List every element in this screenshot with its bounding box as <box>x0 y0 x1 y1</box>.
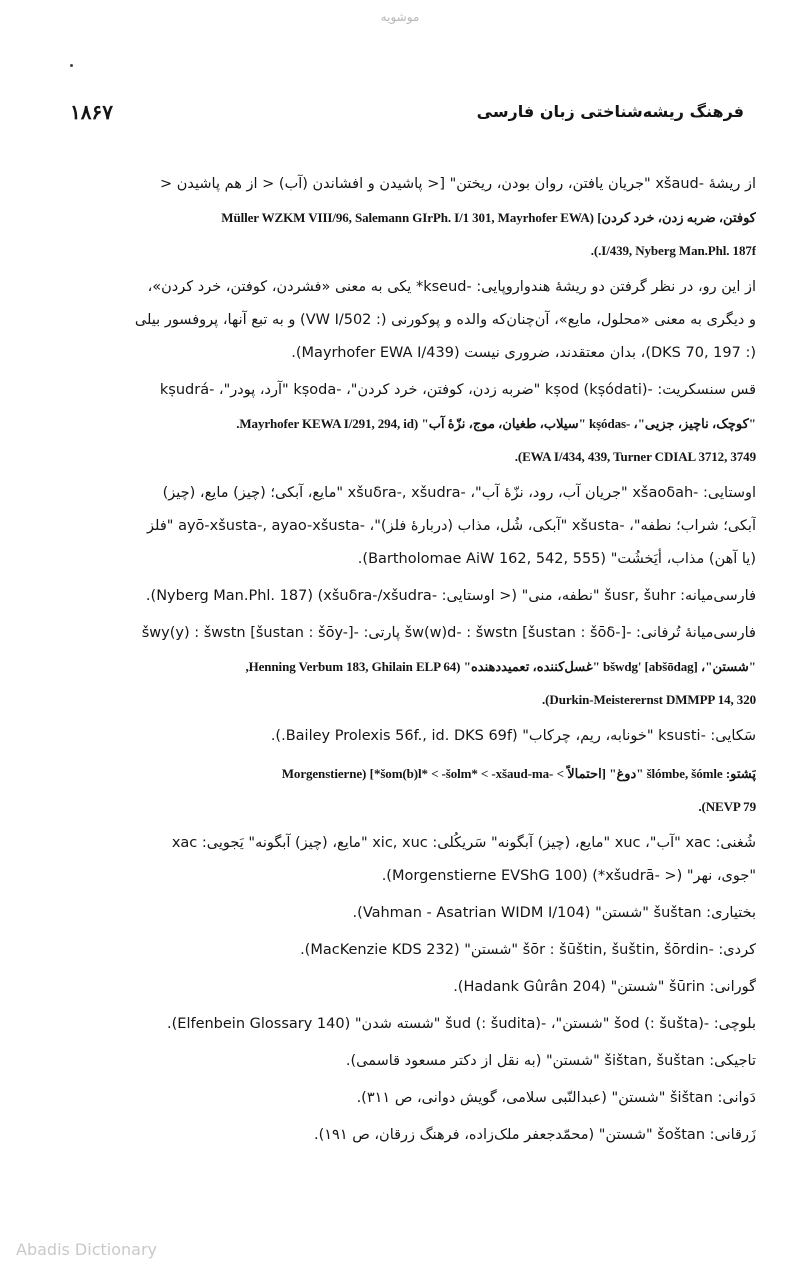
text-line: سَکایی: -ksusti "خونابه، ریم، چرکاب" (Bailey Prolexis 56f., id. DKS 69f.). <box>270 728 756 744</box>
page-mark <box>70 64 73 67</box>
text-line: تاجیکی: šištan, šuštan "شستن" (به نقل از دکتر مسعود قاسمی). <box>345 1053 756 1069</box>
text-line: بلوچی: -šod (: šušta) "شستن"، -šud (: šudita) "شسته شدن" (Elfenbein Glossary 140). <box>167 1016 756 1032</box>
paragraph <box>66 720 756 753</box>
paragraph <box>66 1082 756 1115</box>
text-line: گورانی: šūrin "شستن" (Hadank Gûrân 204). <box>453 979 756 995</box>
text-line: I/439, Nyberg Man.Phl. 187f.). <box>590 243 756 258</box>
paragraph <box>66 1119 756 1152</box>
text-line: "کوچک، ناچیز، جزیی"، -kṣódas "سیلاب، طغیان، موج، نزّهٔ آب" (Mayrhofer KEWA I/291, 294, id. <box>236 416 756 431</box>
paragraph <box>66 617 756 716</box>
text-line: NEVP 79). <box>698 799 756 814</box>
text-line: قس سنسکریت: -kṣod (kṣódati) "ضربه زدن، کوفتن، خرد کردن"، -kṣoda "آرد، پودر"، -kṣudrá <box>159 382 756 398</box>
text-line: و دیگری به معنی «محلول، مایع»، آن‌چنان‌که والده و پوکورنی (: VW I/502) و به تبع آنها، پروفسور بیلی <box>134 312 756 328</box>
page-number: ۱۸۶۷ <box>70 100 113 124</box>
paragraph <box>66 477 756 576</box>
text-line: "جوی، نهر" (< -xšudrā*) (Morgenstierne EVShG 100). <box>381 868 756 884</box>
text-line: شُغنی: xac "آب"، xuc "مایع، (چیز) آبگونه" سَریکُلی: xic, xuc "مایع، (چیز) آبگونه" یَجویی: xac <box>171 835 756 851</box>
paragraph <box>66 827 756 893</box>
text-line: آبکی؛ شراب؛ نطفه"، -xšusta "آبکی، شُل، مذاب (دربارهٔ فلز)"، -ayō-xšusta-, ayao-xšusta "فلز <box>147 518 756 534</box>
paragraph <box>66 271 756 370</box>
text-line: اوستایی: -xšaoδah "جریان آب، رود، نزّهٔ آب"، -xšuδra-, xšudra "مایع، آبکی؛ (چیز) مایع، (چیز) <box>162 485 756 501</box>
paragraph <box>66 1008 756 1041</box>
watermark-top: موشویه <box>380 10 420 24</box>
text-line: (: DKS 70, 197)، بدان معتقدند، ضروری نیست (Mayrhofer EWA I/439). <box>291 345 756 361</box>
text-line: Durkin-Meisterernst DMMPP 14, 320). <box>542 692 756 707</box>
text-line: زَرقانی: šoštan "شستن" (محمّدجعفر ملک‌زاده، فرهنگ زرقان، ص ۱۹۱). <box>313 1127 756 1143</box>
paragraph <box>66 1045 756 1078</box>
text-line: فارسی‌میانهٔ تُرفانی: -šw(w)d- : šwstn [šustan : šōδ-] پارتی: -šwy(y) : šwstn [šustan : šōy-] <box>141 625 756 641</box>
paragraph <box>66 580 756 613</box>
text-line: کردی: -šōr : šūštin, šuštin, šōrdin "شستن" (MacKenzie KDS 232). <box>300 942 756 958</box>
page-body <box>66 168 756 1156</box>
text-line: "شستن"، bšwdg' [abšōdag] "غسل‌کننده، تعمیددهنده" (Henning Verbum 183, Ghilain ELP 64, <box>245 659 756 674</box>
text-line: بختیاری: šuštan "شستن" (Vahman - Asatrian WIDM I/104). <box>352 905 756 921</box>
running-title: فرهنگ ریشه‌شناختی زبان فارسی <box>476 102 744 121</box>
watermark-bottom: Abadis Dictionary <box>16 1240 157 1259</box>
paragraph <box>66 897 756 930</box>
text-line: دَوانی: šištan "شستن" (عبدالنّبی سلامی، گویش دوانی، ص ۳۱۱). <box>356 1090 756 1106</box>
paragraph <box>66 934 756 967</box>
text-line: پَشتو: šlómbe, šómle "دوغ" [احتمالاً > -šom(b)l* < -šolm* < -xšaud-ma*] (Morgenstierne <box>281 766 756 781</box>
paragraph <box>66 168 756 267</box>
text-line: (یا آهن) مذاب، أيَخشُت" (Bartholomae AiW 162, 542, 555). <box>357 551 756 567</box>
text-line: کوفتن، ضربه زدن، خرد کردن] (Müller WZKM VIII/96, Salemann GIrPh. I/1 301, Mayrhofer EWA <box>221 210 756 225</box>
text-line: فارسی‌میانه: šusr, šuhr "نطفه، منی" (< اوستایی: -xšuδra-/xšudra) (Nyberg Man.Phl. 187). <box>145 588 756 604</box>
paragraph <box>66 971 756 1004</box>
text-line: از ریشهٔ -xšaud "جریان یافتن، روان بودن، ریختن" [< پاشیدن و افشاندن (آب) < از هم پاشیدن < <box>160 176 756 192</box>
paragraph <box>66 757 756 823</box>
paragraph <box>66 374 756 473</box>
text-line: از این رو، در نظر گرفتن دو ریشهٔ هندواروپایی: -kseud* یکی به معنی «فشردن، کوفتن، خرد کردن»، <box>147 279 756 295</box>
text-line: EWA I/434, 439, Turner CDIAL 3712, 3749). <box>514 449 756 464</box>
